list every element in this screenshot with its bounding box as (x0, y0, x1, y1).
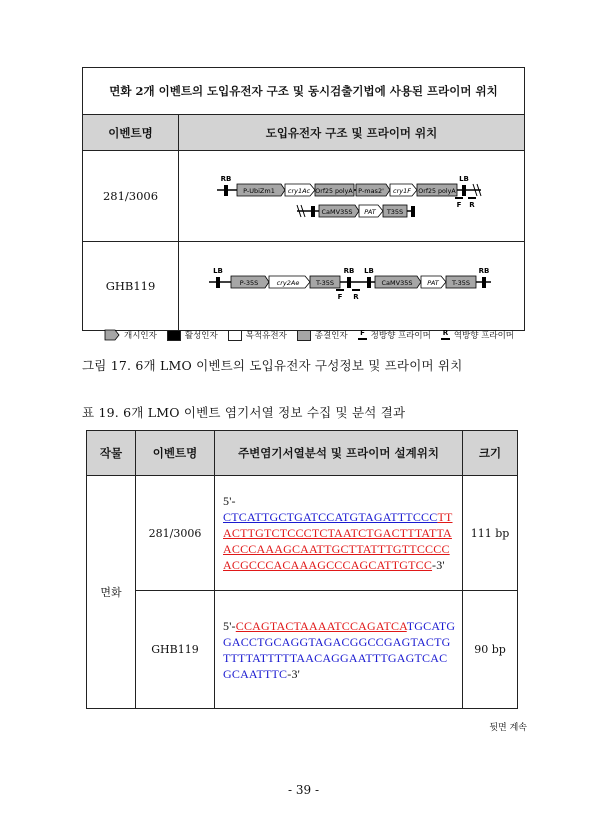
legend-target-gene (228, 329, 287, 341)
svg-text:PAT: PAT (364, 208, 376, 216)
reverse-primer (352, 290, 360, 301)
svg-text:R: R (442, 329, 449, 337)
event-cell: 281/3006 (136, 476, 215, 591)
header-event: 이벤트명 (136, 431, 215, 476)
legend-terminator (297, 329, 348, 341)
terminator-box (383, 205, 407, 217)
legend-label: 종결인자 (314, 331, 348, 341)
terminator-box (446, 276, 476, 288)
gene-box (390, 184, 417, 196)
amplicon-seq: TTACTTGTCTCCCTCTAATCTGACTTTATTAACCCAAAGCAATTGCTTATTTGTTCCCCACGCCCACAAAGCCCAGCATTGTCC (223, 510, 453, 572)
reverse-primer-icon (441, 328, 450, 342)
svg-text:Orf25 polyA: Orf25 polyA (315, 188, 353, 195)
lb-border (364, 267, 374, 288)
svg-text:cry1Ac: cry1Ac (287, 187, 311, 195)
gene-box (285, 184, 315, 196)
event-cell: GHB119 (136, 591, 215, 709)
table-caption: 표 19. 6개 LMO 이벤트 염기서열 정보 수집 및 분석 결과 (82, 405, 406, 420)
gene-box (421, 276, 446, 288)
legend-enhancer (167, 329, 218, 341)
figure-table (82, 67, 525, 331)
construct-svg-ghb119 (179, 242, 524, 326)
seq-suffix: -3' (432, 558, 445, 572)
svg-text:P-mas2': P-mas2' (358, 187, 384, 195)
lb-border (213, 267, 223, 288)
svg-text:F: F (337, 293, 343, 301)
terminator-box (315, 184, 354, 196)
reverse-primer (468, 198, 476, 209)
construct-svg-281-3006 (179, 151, 524, 237)
svg-text:P-UbiZm1: P-UbiZm1 (243, 187, 275, 195)
gene-box (359, 205, 383, 217)
table-header-row (87, 431, 518, 476)
promoter-box (237, 184, 285, 196)
result-table (86, 430, 518, 709)
rb-border (221, 175, 232, 196)
svg-text:F: F (456, 201, 462, 209)
svg-text:F: F (359, 329, 365, 337)
forward-primer (455, 198, 463, 209)
svg-text:LB: LB (459, 175, 469, 183)
legend-reverse-primer (441, 328, 514, 342)
svg-text:P-35S: P-35S (239, 279, 259, 287)
construct-diagram-281-3006 (179, 151, 525, 242)
crop-cell: 면화 (87, 476, 136, 709)
promoter-swatch-icon (104, 329, 120, 341)
table-row (87, 591, 518, 709)
seq-prefix: 5'- (223, 618, 236, 633)
lb-border (411, 206, 415, 217)
svg-text:PAT: PAT (427, 279, 439, 287)
rb-border (311, 206, 315, 217)
event-name-ghb119: GHB119 (83, 242, 179, 331)
enhancer-swatch-icon (167, 330, 181, 341)
legend-label: 목적유전자 (245, 331, 287, 341)
continued-note: 뒷면 계속 (489, 723, 527, 733)
legend-label: 개시인자 (124, 331, 157, 341)
header-structure: 도입유전자 구조 및 프라이머 위치 (179, 115, 525, 151)
svg-text:T35S: T35S (386, 208, 404, 216)
page-number: - 39 - (287, 783, 319, 797)
amplicon-seq: TGCATGGACCTGCAGGTAGACGGCCGAGTACTGTTTTATTTTTAACAGGAATTTGAGTCACGCAATTTC (223, 618, 456, 681)
header-size: 크기 (463, 431, 518, 476)
legend-forward-primer (358, 328, 431, 342)
svg-text:T-35S: T-35S (315, 279, 335, 287)
terminator-swatch-icon (297, 330, 311, 341)
legend-label: 역방향 프라이머 (453, 331, 515, 341)
svg-text:Orf25 polyA: Orf25 polyA (418, 188, 456, 195)
svg-text:T-35S: T-35S (451, 279, 471, 287)
promoter-box (375, 276, 421, 288)
construct-diagram-ghb119 (179, 242, 525, 331)
legend-label: 활성인자 (184, 331, 218, 341)
size-cell: 90 bp (463, 591, 518, 709)
promoter-box (356, 184, 390, 196)
svg-text:RB: RB (343, 267, 355, 275)
seq-suffix: -3' (287, 666, 301, 681)
svg-text:cry2Ae: cry2Ae (276, 279, 300, 287)
seq-prefix: 5'- (223, 494, 236, 508)
svg-text:cry1F: cry1F (393, 187, 411, 195)
svg-text:RB: RB (478, 267, 490, 275)
promoter-box (319, 205, 359, 217)
svg-text:LB: LB (364, 267, 374, 275)
rb-border (344, 267, 355, 288)
forward-primer (336, 290, 344, 301)
terminator-box (417, 184, 457, 196)
forward-primer-seq: CTCATTGCTGATCCATGTAGATTTCCC (223, 510, 438, 524)
svg-text:R: R (469, 201, 475, 209)
gene-swatch-icon (228, 330, 242, 341)
size-cell: 111 bp (463, 476, 518, 591)
legend-label: 정방향 프라이머 (370, 331, 431, 341)
forward-primer-icon (358, 328, 367, 342)
svg-text:R: R (353, 293, 359, 301)
svg-text:CaMV35S: CaMV35S (381, 279, 413, 287)
header-crop: 작물 (87, 431, 136, 476)
sequence-cell (215, 591, 463, 709)
event-name-281-3006: 281/3006 (83, 151, 179, 242)
header-event: 이벤트명 (83, 115, 179, 151)
header-sequence: 주변염기서열분석 및 프라이머 설계위치 (215, 431, 463, 476)
rb-border (479, 267, 490, 288)
table-row (87, 476, 518, 591)
figure-legend (104, 328, 520, 342)
figure-title: 면화 2개 이벤트의 도입유전자 구조 및 동시검출기법에 사용된 프라이머 위치 (83, 68, 525, 115)
figure-caption: 그림 17. 6개 LMO 이벤트의 도입유전자 구성정보 및 프라이머 위치 (82, 358, 463, 373)
promoter-box (231, 276, 269, 288)
terminator-box (310, 276, 340, 288)
lb-border (459, 175, 469, 196)
svg-text:LB: LB (213, 267, 223, 275)
svg-text:RB: RB (220, 175, 232, 183)
primer-seq: CCAGTACTAAAATCCAGATCA (235, 618, 407, 633)
legend-promoter (104, 329, 157, 341)
sequence-cell (215, 476, 463, 591)
gene-box (269, 276, 310, 288)
svg-text:CaMV35S: CaMV35S (321, 208, 353, 216)
